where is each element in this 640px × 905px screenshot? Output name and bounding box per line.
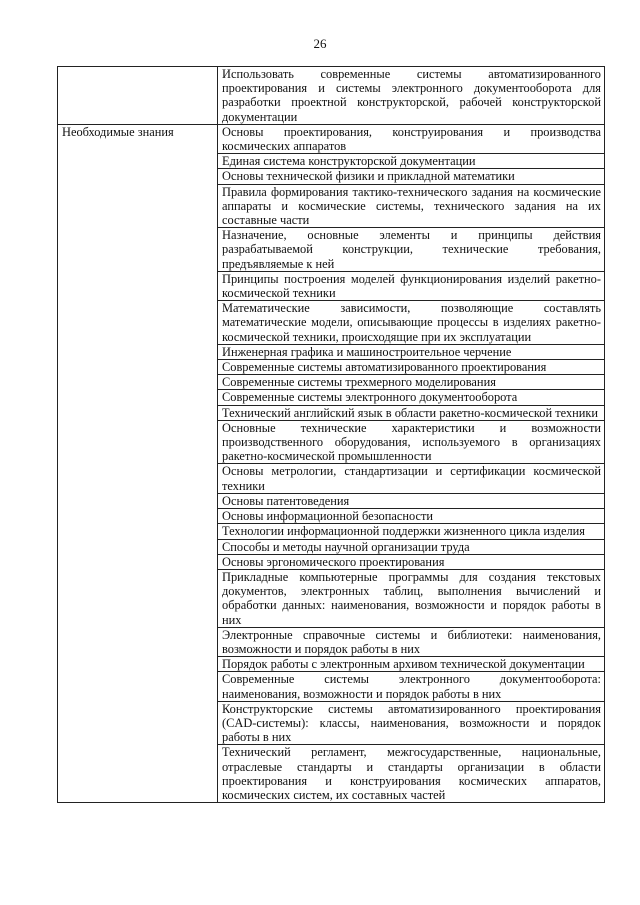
table-cell: Современные системы автоматизированного проектирования [218,360,605,375]
table-cell: Современные системы электронного документооборота [218,390,605,405]
table-cell: Назначение, основные элементы и принципы действия разрабатываемой конструкции, технические требования, предъявляемые к ней [218,228,605,272]
table-cell: Прикладные компьютерные программы для создания текстовых документов, электронных таблиц, выполнения вычислений и обработки данных: наименования, возможности и порядок работы в них [218,569,605,627]
table-cell: Современные системы электронного документооборота: наименования, возможности и порядок работы в них [218,672,605,701]
table-cell: Способы и методы научной организации труда [218,539,605,554]
table-cell: Порядок работы с электронным архивом технической документации [218,657,605,672]
competency-table [57,66,605,803]
table-cell: Основы проектирования, конструирования и производства космических аппаратов [218,124,605,153]
row-label-empty [58,67,218,125]
table-cell: Математические зависимости, позволяющие составлять математические модели, описывающие процессы в изделиях ракетно-космической техники, происходящие при их эксплуатации [218,301,605,345]
table-cell: Основы патентоведения [218,493,605,508]
table-cell: Современные системы трехмерного моделирования [218,375,605,390]
table-cell: Основы технической физики и прикладной математики [218,169,605,184]
table-cell: Технический регламент, межгосударственные, национальные, отраслевые стандарты и стандарты организации в области проектирования и конструирования космических аппаратов, космических систем, их составных частей [218,745,605,803]
table-cell: Основы эргономического проектирования [218,554,605,569]
table-cell: Электронные справочные системы и библиотеки: наименования, возможности и порядок работы в них [218,627,605,656]
table-cell: Инженерная графика и машиностроительное черчение [218,344,605,359]
table-cell: Конструкторские системы автоматизированного проектирования (CAD-системы): классы, наименования, возможности и порядок работы в них [218,701,605,745]
table-cell: Основы метрологии, стандартизации и сертификации космической техники [218,464,605,493]
table-cell: Основные технические характеристики и возможности производственного оборудования, используемого в организациях ракетно-космической промышленности [218,420,605,464]
table-cell: Единая система конструкторской документации [218,154,605,169]
table-cell: Правила формирования тактико-технического задания на космические аппараты и космические системы, технического задания на их составные части [218,184,605,228]
table-row [58,124,605,153]
table-row [58,67,605,125]
table-cell: Принципы построения моделей функционирования изделий ракетно-космической техники [218,271,605,300]
table-cell: Технический английский язык в области ракетно-космической техники [218,405,605,420]
page-number: 26 [313,36,327,51]
row-label-required-knowledge: Необходимые знания [58,124,218,802]
table-cell: Основы информационной безопасности [218,509,605,524]
table-cell: Технологии информационной поддержки жизненного цикла изделия [218,524,605,539]
table-cell: Использовать современные системы автоматизированного проектирования и системы электронного документооборота для разработки проектной конструкторской, рабочей конструкторской документации [218,67,605,125]
